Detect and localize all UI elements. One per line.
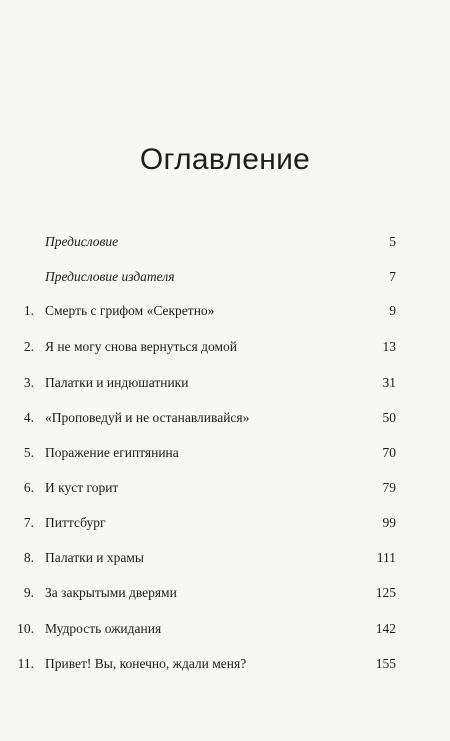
entry-title: Палатки и храмы xyxy=(45,550,145,565)
entry-number: 10. xyxy=(17,621,34,636)
entry-page-number: 31 xyxy=(382,375,396,390)
entry-title: «Проповедуй и не останавливайся» xyxy=(45,410,250,425)
entry-title: За закрытыми дверями xyxy=(45,585,177,600)
entry-page-number: 9 xyxy=(389,303,396,318)
entry-page-number: 79 xyxy=(382,480,396,495)
entry-page-number: 7 xyxy=(389,269,396,284)
entry-page-number: 125 xyxy=(375,585,396,600)
entry-page-number: 5 xyxy=(389,234,396,249)
toc-entry xyxy=(0,337,450,357)
toc-entry xyxy=(0,408,450,428)
entry-page-number: 13 xyxy=(382,339,396,354)
toc-entry xyxy=(0,443,450,463)
entry-title: Питтсбург xyxy=(45,515,106,530)
entry-number: 4. xyxy=(23,410,34,425)
entry-title: Мудрость ожидания xyxy=(45,621,162,636)
entry-number: 8. xyxy=(23,550,34,565)
toc-entry xyxy=(0,654,450,674)
entry-page-number: 70 xyxy=(382,445,396,460)
toc-entry xyxy=(0,232,450,252)
entry-number: 6. xyxy=(23,480,34,495)
entry-number: 9. xyxy=(23,585,34,600)
toc-entry xyxy=(0,267,450,287)
entry-title: Предисловие xyxy=(45,234,119,249)
entry-page-number: 99 xyxy=(382,515,396,530)
entry-page-number: 111 xyxy=(376,550,396,565)
entry-number: 7. xyxy=(23,515,34,530)
toc-entry xyxy=(0,373,450,393)
toc-entry xyxy=(0,478,450,498)
entry-title: Поражение египтянина xyxy=(45,445,179,460)
toc-entry xyxy=(0,548,450,568)
entry-title: Палатки и индюшатники xyxy=(45,375,189,390)
entry-number: 3. xyxy=(23,375,34,390)
entry-number: 11. xyxy=(17,656,34,671)
entry-title: Предисловие издателя xyxy=(45,269,175,284)
toc-entry xyxy=(0,583,450,603)
entry-title: Привет! Вы, конечно, ждали меня? xyxy=(45,656,247,671)
entry-title: И куст горит xyxy=(45,480,119,495)
entry-page-number: 142 xyxy=(375,621,396,636)
toc-entry xyxy=(0,513,450,533)
toc-entry xyxy=(0,619,450,639)
entry-number: 1. xyxy=(23,303,34,318)
entry-number: 5. xyxy=(23,445,34,460)
entry-title: Я не могу снова вернуться домой xyxy=(45,339,237,354)
entry-number: 2. xyxy=(23,339,34,354)
bleed-through-mark xyxy=(250,40,390,50)
entry-page-number: 155 xyxy=(375,656,396,671)
entry-page-number: 50 xyxy=(382,410,396,425)
page-title: Оглавление xyxy=(139,143,311,176)
entry-title: Смерть с грифом «Секретно» xyxy=(45,303,215,318)
toc-entry xyxy=(0,301,450,321)
